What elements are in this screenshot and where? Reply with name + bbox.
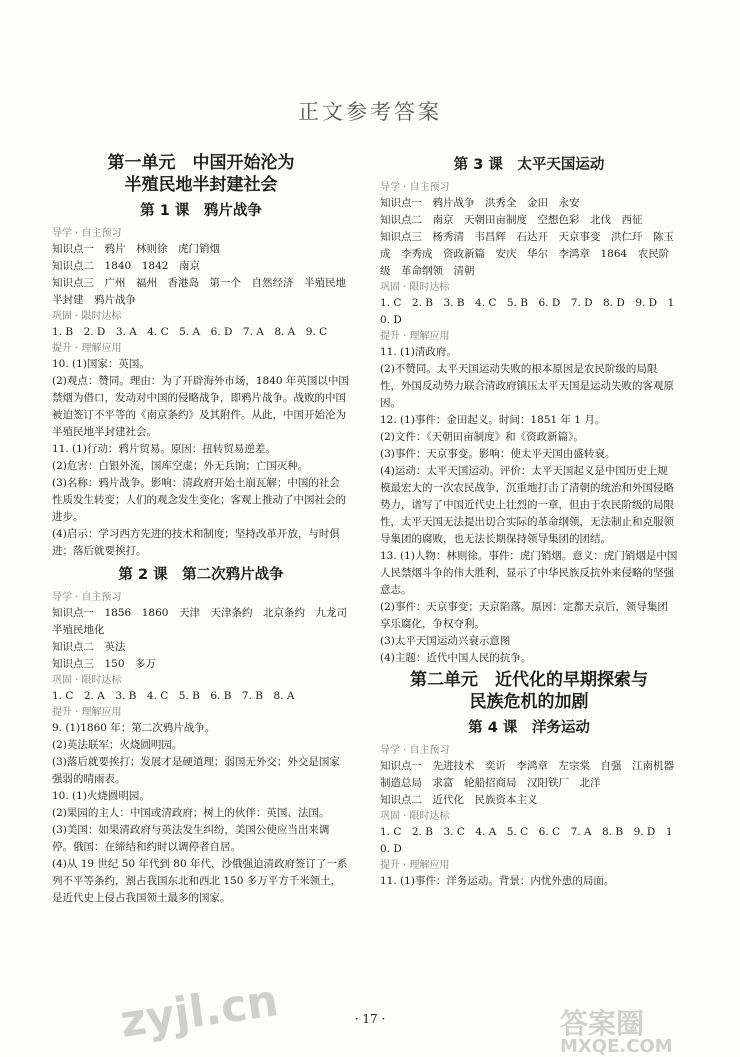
section-label: 巩固 · 限时达标 bbox=[52, 675, 122, 686]
answer-line: 12. (1)事件：金田起义。时间：1851 年 1 月。 bbox=[380, 414, 606, 426]
answer-line: 10. (1)火烧圆明园。 bbox=[52, 790, 150, 802]
knowledge-point: 知识点二 近代化 民族资本主义 bbox=[380, 794, 538, 806]
answer-line: (3)太平天国运动兴衰示意图 bbox=[380, 635, 511, 647]
answer-line: (3)事件：天京事变。影响：使太平天国由盛转衰。 bbox=[380, 448, 616, 460]
unit-1-title-line2: 半殖民地半封建社会 bbox=[124, 175, 278, 195]
page-number: · 17 · bbox=[354, 1012, 386, 1026]
section-label: 巩固 · 限时达标 bbox=[380, 282, 450, 293]
section-label: 巩固 · 限时达标 bbox=[380, 811, 450, 822]
answer-line: (4)主题：近代中国人民的抗争。 bbox=[380, 652, 532, 664]
answer-line: (3)落后就要挨打；发展才是硬道理；弱国无外交；外交是国家强弱的晴雨表。 bbox=[52, 756, 340, 785]
knowledge-point: 知识点二 英法 bbox=[52, 641, 126, 653]
unit-1-title-line1: 第一单元 中国开始沦为 bbox=[107, 153, 295, 173]
knowledge-point: 知识点三 150 多万 bbox=[52, 658, 157, 670]
answer-line: (2)不赞同。太平天国运动失败的根本原因是农民阶级的局限性，外国反动势力联合清政府镇压太平天国是运动失败的客观原因。 bbox=[380, 363, 674, 409]
section-label: 提升 · 理解应用 bbox=[380, 331, 450, 342]
answer-line: 11. (1)清政府。 bbox=[380, 346, 457, 358]
knowledge-point: 知识点一 鸦片战争 洪秀全 金田 永安 bbox=[380, 197, 580, 209]
multiple-choice-answers: 1. B 2. D 3. A 4. C 5. A 6. D 7. A 8. A 9. C bbox=[52, 326, 328, 338]
multiple-choice-answers: 1. C 2. A 3. B 4. C 5. B 6. B 7. B 8. A bbox=[52, 690, 295, 702]
knowledge-point: 知识点一 1856 1860 天津 天津条约 北京条约 九龙司 半殖民地化 bbox=[52, 607, 358, 636]
unit-1-heading bbox=[52, 152, 350, 196]
answer-line: (3)美国：如果清政府与英法发生纠纷，美国公使应当出来调停。俄国：在缔结和约时以调停者自居。 bbox=[52, 824, 330, 853]
unit-2-heading bbox=[380, 669, 678, 713]
right-column bbox=[380, 150, 678, 890]
multiple-choice-answers: 1. C 2. B 3. C 4. A 5. C 6. C 7. A 8. B 9. D 10. D bbox=[380, 826, 673, 855]
answer-line: (4)启示：学习西方先进的技术和制度；坚持改革开放，与时俱进；落后就要挨打。 bbox=[52, 528, 340, 557]
answer-line: (4)运动：太平天国运动。评价：太平天国起义是中国历史上规模最宏大的一次农民战争，沉重地打击了清朝的统治和外国侵略势力，谱写了中国近代史上壮烈的一章，但由于农民阶级的局限性，太平天国无法提出切合实际的革命纲领，无法制止和克服领导集团的腐败，也无法长期保持领导集团的团结。 bbox=[380, 465, 674, 545]
answer-line: (2)事件：天京事变；天京陷落。原因：定都天京后，领导集团享乐腐化，争权夺利。 bbox=[380, 601, 668, 630]
left-column bbox=[52, 150, 358, 907]
lesson-3-title: 第 3 课 太平天国运动 bbox=[453, 157, 605, 173]
knowledge-point: 知识点一 先进技术 奕䜣 李鸿章 左宗棠 自强 江南机器制造总局 求富 轮船招商局 汉阳铁厂 北洋 bbox=[380, 760, 674, 789]
answer-line: 10. (1)国家：英国。 bbox=[52, 358, 150, 370]
section-label: 导学 · 自主预习 bbox=[52, 592, 122, 603]
watermark-left: zyjl.cn bbox=[117, 975, 282, 1048]
watermark-right-bottom: MXQE.COM bbox=[560, 1036, 673, 1057]
knowledge-point: 知识点一 鸦片 林则徐 虎门销烟 bbox=[52, 243, 220, 255]
answer-line: (2)果园的主人：中国或清政府；树上的伙伴：英国、法国。 bbox=[52, 807, 330, 819]
lesson-2-title: 第 2 课 第二次鸦片战争 bbox=[118, 567, 284, 583]
answer-line: 9. (1)1860 年；第二次鸦片战争。 bbox=[52, 722, 216, 734]
answer-line: 11. (1)行动：鸦片贸易。原因：扭转贸易逆差。 bbox=[52, 443, 276, 455]
answer-line: 13. (1)人物：林则徐。事件：虎门销烟。意义：虎门销烟是中国人民禁烟斗争的伟大胜利，显示了中华民族反抗外来侵略的坚强意志。 bbox=[380, 550, 678, 596]
lesson-4-title: 第 4 课 洋务运动 bbox=[468, 720, 590, 736]
section-label: 提升 · 理解应用 bbox=[52, 707, 122, 718]
knowledge-point: 知识点二 1840 1842 南京 bbox=[52, 260, 200, 272]
watermark-right-top: 答案圈 bbox=[560, 1007, 645, 1040]
section-label: 导学 · 自主预习 bbox=[380, 745, 450, 756]
lesson-1-title: 第 1 课 鸦片战争 bbox=[140, 203, 262, 219]
multiple-choice-answers: 1. C 2. B 3. B 4. C 5. B 6. D 7. D 8. D 9. D 10. D bbox=[380, 297, 675, 326]
page-title: 正文参考答案 bbox=[298, 100, 442, 124]
answer-line: (4)从 19 世纪 50 年代到 80 年代，沙俄强迫清政府签订了一系列不平等条约，割占我国东北和西北 150 多万平方千米领土，是近代史上侵占我国领土最多的国家。 bbox=[52, 858, 348, 904]
unit-2-title-line2: 民族危机的加剧 bbox=[469, 692, 589, 712]
section-label: 导学 · 自主预习 bbox=[380, 182, 450, 193]
answer-line: (2)危害：白银外流，国库空虚；外无兵饷；亡国灭种。 bbox=[52, 460, 309, 472]
section-label: 导学 · 自主预习 bbox=[52, 228, 122, 239]
section-label: 提升 · 理解应用 bbox=[380, 860, 450, 871]
knowledge-point: 知识点三 杨秀清 韦昌辉 石达开 天京事变 洪仁玕 陈玉成 李秀成 资政新篇 安庆 华尔 李鸿章 1864 农民阶级 革命纲领 清朝 bbox=[380, 231, 674, 277]
knowledge-point: 知识点二 南京 天朝田亩制度 空想色彩 北伐 西征 bbox=[380, 214, 643, 226]
section-label: 巩固 · 限时达标 bbox=[52, 311, 122, 322]
unit-2-title-line1: 第二单元 近代化的早期探索与 bbox=[410, 670, 648, 690]
answer-line: (3)名称：鸦片战争。影响：清政府开始土崩瓦解；中国的社会性质发生转变；人们的观念发生变化；客观上推动了中国社会的进步。 bbox=[52, 477, 346, 523]
answer-line: (2)文件：《天朝田亩制度》和《资政新篇》。 bbox=[380, 431, 584, 443]
knowledge-point: 知识点三 广州 福州 香港岛 第一个 自然经济 半殖民地半封建 鸦片战争 bbox=[52, 277, 346, 306]
answer-line: 11. (1)事件：洋务运动。背景：内忧外患的局面。 bbox=[380, 875, 615, 887]
answer-line: (2)观点：赞同。理由：为了开辟海外市场，1840 年英国以中国禁烟为借口，发动对中国的侵略战争，即鸦片战争。战败的中国被迫签订不平等的《南京条约》及其附件。从此，中国开始沦为半殖民地半封建社会。 bbox=[52, 375, 349, 438]
answer-line: (2)英法联军；火烧圆明园。 bbox=[52, 739, 183, 751]
section-label: 提升 · 理解应用 bbox=[52, 343, 122, 354]
